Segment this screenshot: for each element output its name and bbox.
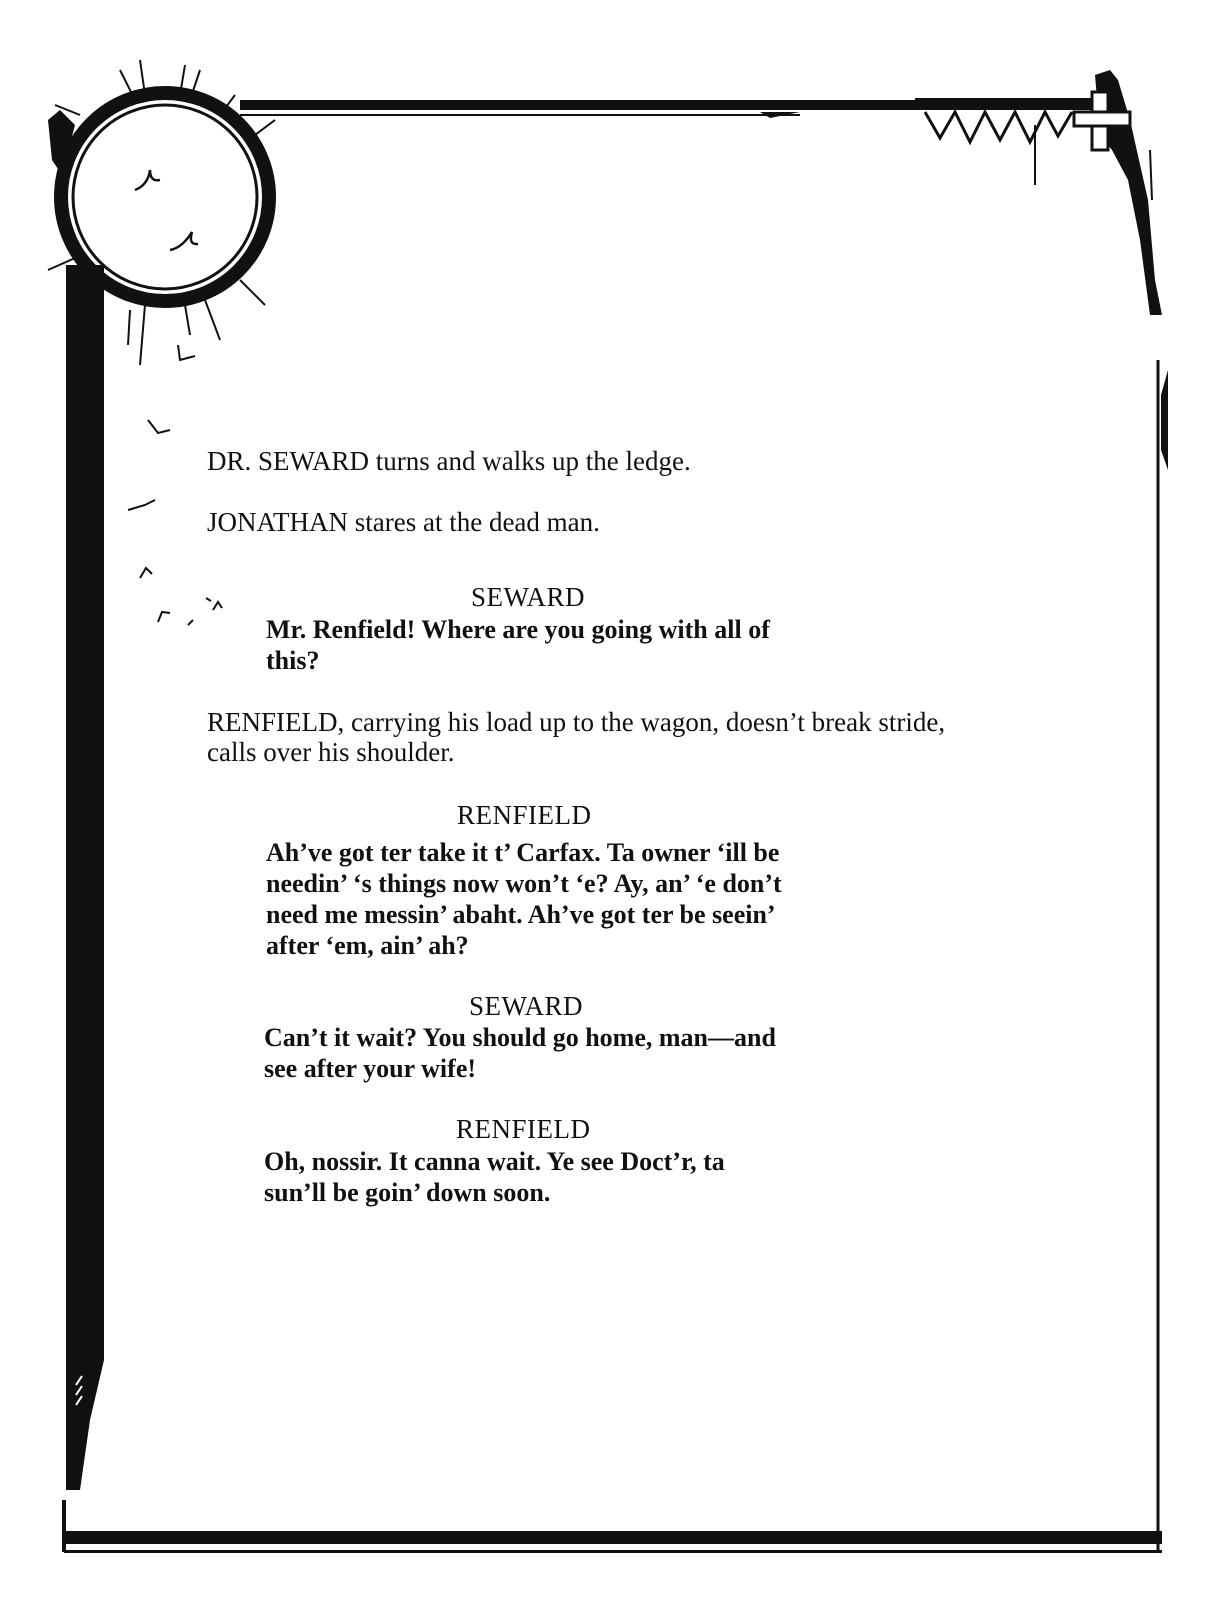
- action-line-jonathan-stares: JONATHAN stares at the dead man.: [207, 507, 600, 537]
- dialogue-line: Can’t it wait? You should go home, man—and: [264, 1023, 776, 1052]
- bottom-border-rule: [64, 1531, 1162, 1544]
- character-cue-renfield: RENFIELD: [457, 800, 592, 830]
- top-border-rule: [240, 100, 940, 110]
- dialogue-line: sun’ll be goin’ down soon.: [264, 1178, 551, 1207]
- dialogue-line: see after your wife!: [264, 1054, 477, 1083]
- character-cue-seward-2: SEWARD: [469, 991, 584, 1021]
- dialogue-line: Ah’ve got ter take it t’ Carfax. Ta owner ‘ill be: [266, 838, 780, 867]
- dialogue-seward-2: [264, 1022, 776, 1084]
- action-text-line: RENFIELD, carrying his load up to the wagon, doesn’t break stride,: [207, 707, 946, 737]
- dialogue-seward-1: [266, 614, 770, 676]
- dialogue-line: needin’ ‘s things now won’t ‘e? Ay, an’ ‘e don’t: [266, 869, 782, 898]
- dialogue-line: this?: [266, 646, 320, 675]
- dialogue-renfield-2: [264, 1146, 725, 1208]
- dialogue-line: after ‘em, ain’ ah?: [266, 931, 469, 960]
- dialogue-line: need me messin’ abaht. Ah’ve got ter be seein’: [266, 900, 776, 929]
- action-line-seward-walks: DR. SEWARD turns and walks up the ledge.: [207, 446, 691, 476]
- dialogue-renfield-1: [266, 837, 782, 961]
- dialogue-line: Oh, nossir. It canna wait. Ye see Doct’r, ta: [264, 1147, 725, 1176]
- bottom-border-thin-rule: [64, 1550, 1162, 1553]
- bird-flock: [128, 345, 222, 625]
- character-cue-renfield-2: RENFIELD: [456, 1114, 591, 1144]
- dialogue-line: Mr. Renfield! Where are you going with all of: [266, 615, 770, 644]
- left-border-pillar: [66, 265, 104, 1490]
- action-line-renfield-carrying: [207, 707, 945, 767]
- action-text-line: calls over his shoulder.: [207, 737, 455, 767]
- character-cue-seward: SEWARD: [471, 582, 586, 612]
- gothic-spire-ornament: [915, 70, 1162, 315]
